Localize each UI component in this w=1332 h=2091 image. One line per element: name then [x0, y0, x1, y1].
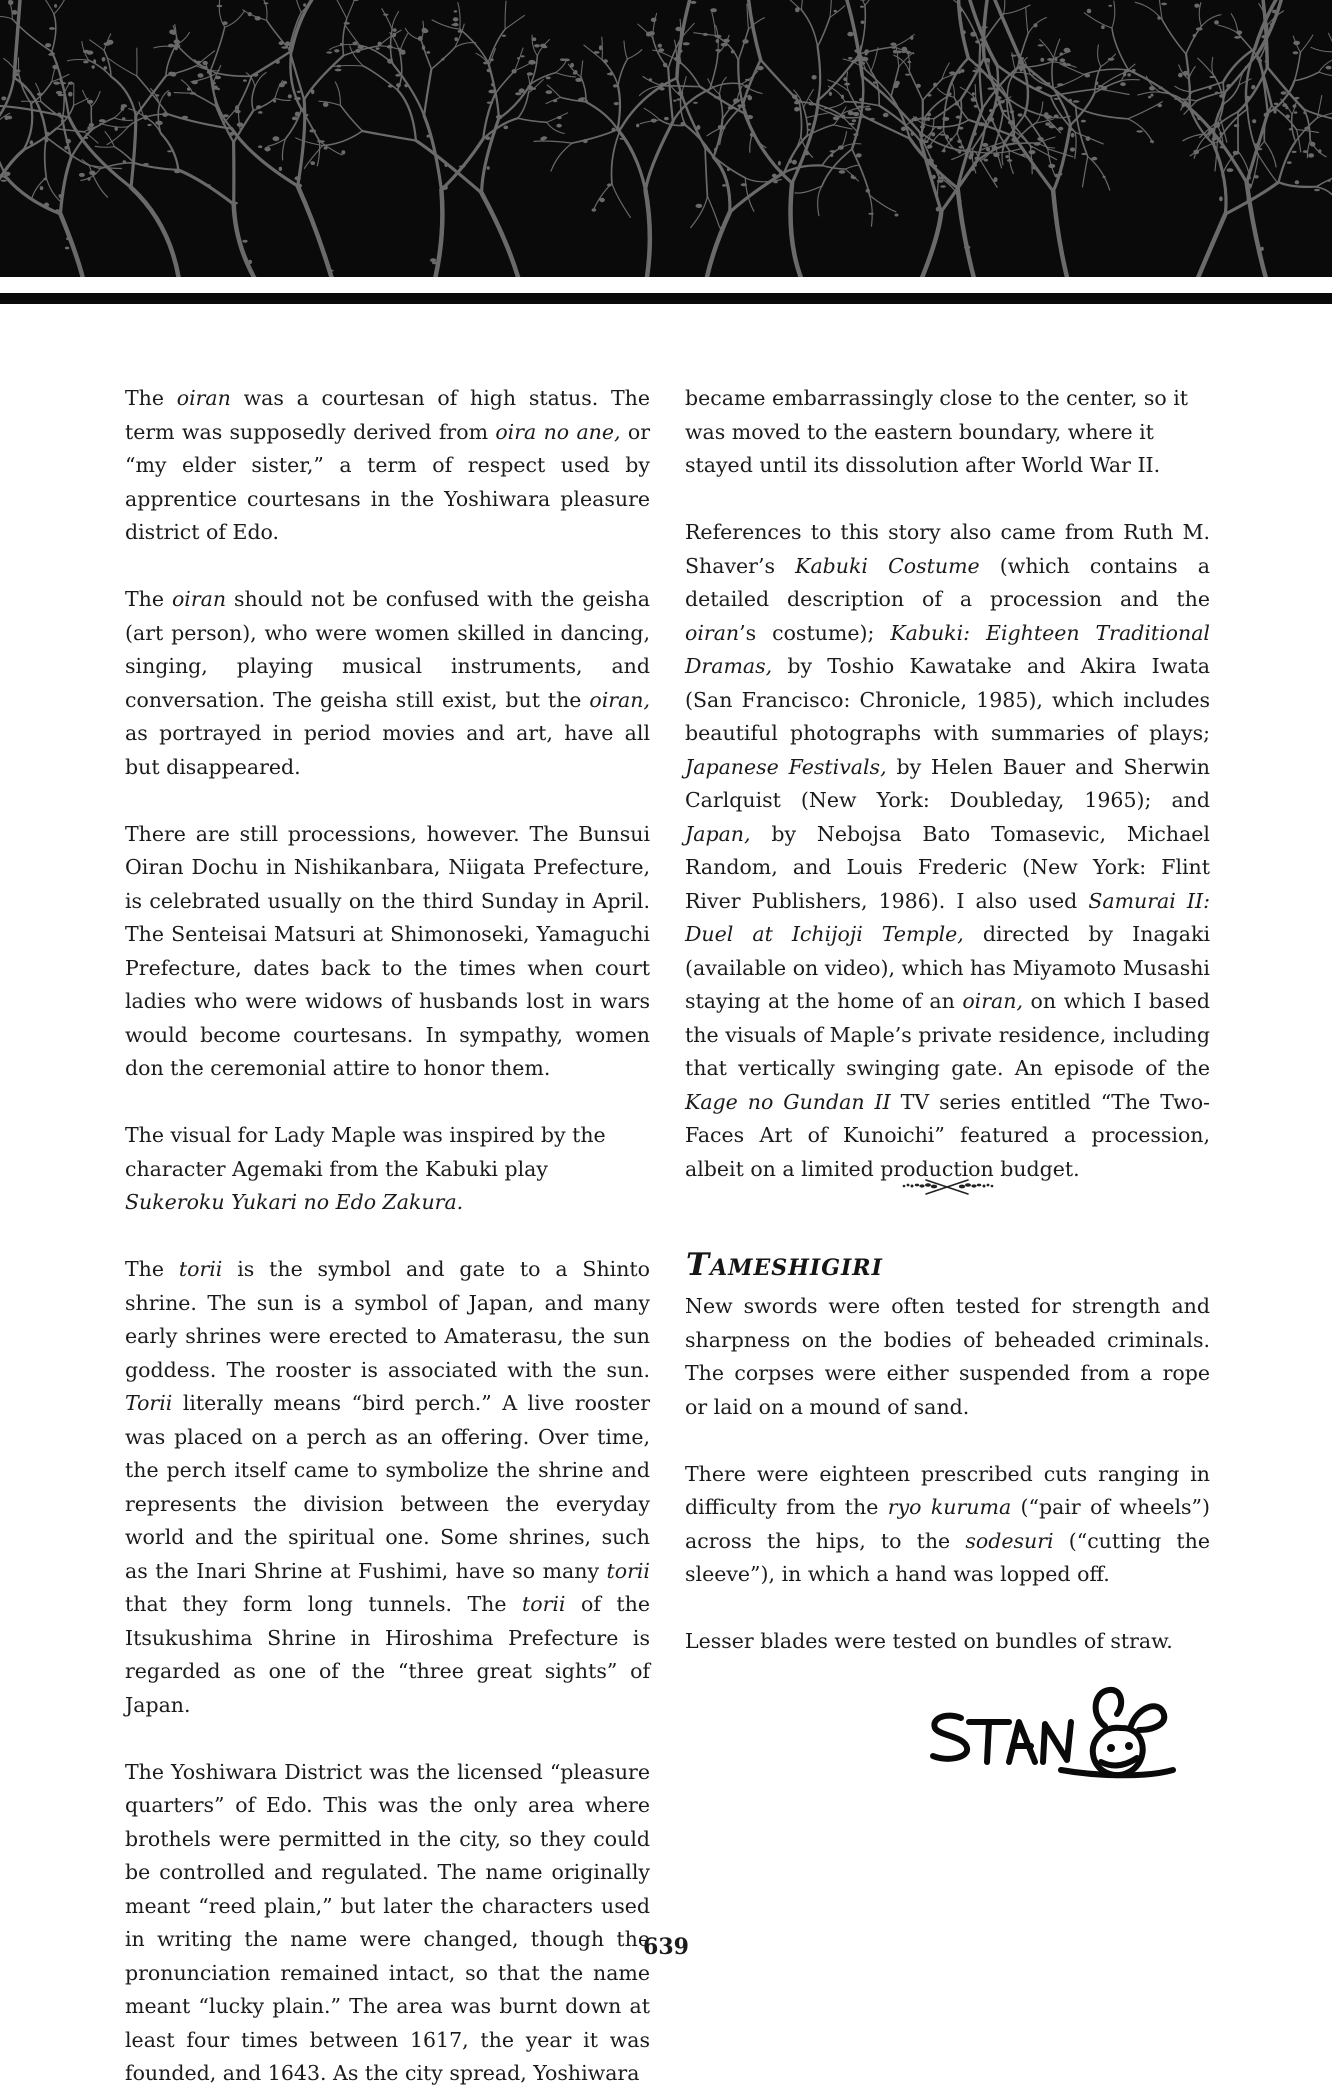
italic-term: Kage no Gundan II — [685, 1090, 891, 1114]
text-run: by Helen Bauer and Sherwin Carlquist (New York: Doubleday, 1965); and — [685, 755, 1210, 813]
paragraph-processions — [125, 818, 650, 1086]
text-run: References to this story also came from Ruth M. Shaver’s — [685, 520, 1210, 578]
text-run: TV series entitled “The Two-Faces Art of Kunoichi” featured a procession, albeit on a limited production budget. — [685, 1090, 1210, 1181]
paragraph-torii — [125, 1253, 650, 1722]
text-run: became embarrassingly close to the center, so it was moved to the eastern boundary, where it stayed until its dissolution after World War II. — [685, 386, 1188, 477]
paragraph-yoshiwara — [125, 1756, 650, 2091]
italic-term: ryo kuruma — [888, 1495, 1011, 1519]
paragraph-lady-maple — [125, 1119, 650, 1220]
text-run: (“pair of wheels”) across the hips, to the — [685, 1495, 1210, 1553]
header-rule-white — [0, 277, 1332, 285]
text-run: The Yoshiwara District was the licensed “pleasure quarters” of Edo. This was the only area where brothels were permitted in the city, so they could be controlled and regulated. The name originally meant “reed plain,” but later the characters used in writing the name were changed, though the pronunciation remained intact, so that the name meant “lucky plain.” The area was burnt down at least four times between 1617, the year it was founded, and 1643. As the city spread, Yoshiwara — [125, 1760, 650, 2086]
text-run: directed by Inagaki (available on video), which has Miyamoto Musashi staying at the home of an — [685, 922, 1210, 1013]
text-run: ’s costume); — [739, 621, 890, 645]
text-run: on which I based the visuals of Maple’s private residence, including that vertically swinging gate. An episode of the — [685, 989, 1210, 1080]
text-run: should not be confused with the geisha (art person), who were women skilled in dancing, singing, playing musical instruments, and conversation. The geisha still exist, but the — [125, 587, 650, 712]
text-run: Lesser blades were tested on bundles of straw. — [685, 1629, 1173, 1653]
right-column-tameshigiri — [685, 1290, 1210, 1659]
signature-text: STAN — [931, 1786, 934, 1789]
text-run: The — [125, 1257, 179, 1281]
text-run: by Nebojsa Bato Tomasevic, Michael Random, and Louis Frederic (New York: Flint River Publishers, 1986). I also used — [685, 822, 1210, 913]
italic-term: oiran — [685, 621, 739, 645]
italic-term: Kabuki: Eighteen Traditional Dramas, — [685, 621, 1210, 679]
italic-term: Japanese Festivals, — [685, 755, 887, 779]
paragraph-yoshiwara-cont — [685, 382, 1210, 483]
text-run: literally means “bird perch.” A live rooster was placed on a perch as an offering. Over time, the perch itself came to symbolize the shrine and represents the division between the everyday world and the spiritual one. Some shrines, such as the Inari Shrine at Fushimi, have so many — [125, 1391, 650, 1583]
text-run: or “my elder sister,” a term of respect used by apprentice courtesans in the Yoshiwara pleasure district of Edo. — [125, 420, 650, 545]
italic-term: oira no ane, — [495, 420, 620, 444]
crossed-branches-ornament-icon — [898, 1174, 998, 1198]
italic-term: oiran — [172, 587, 226, 611]
italic-term: Torii — [125, 1391, 172, 1415]
italic-term: Samurai II: Duel at Ichijoji Temple, — [685, 889, 1210, 947]
paragraph-oiran — [125, 382, 650, 550]
paragraph-swords-tested — [685, 1290, 1210, 1424]
italic-term: torii — [522, 1592, 566, 1616]
section-heading-tameshigiri: Tameshigiri — [686, 1245, 883, 1285]
text-run: (“cutting the sleeve”), in which a hand was lopped off. — [685, 1529, 1210, 1587]
text-run: New swords were often tested for strength and sharpness on the bodies of beheaded criminals. The corpses were either suspended from a rope or laid on a mound of sand. — [685, 1294, 1210, 1419]
text-run: The — [125, 587, 172, 611]
header-band — [0, 0, 1332, 277]
italic-term: Sukeroku Yukari no Edo Zakura. — [125, 1190, 463, 1214]
italic-term: oiran — [177, 386, 231, 410]
header-rule-black — [0, 293, 1332, 304]
text-run: of the Itsukushima Shrine in Hiroshima Prefecture is regarded as one of the “three great sights” of Japan. — [125, 1592, 650, 1717]
italic-term: Japan, — [685, 822, 751, 846]
paragraph-geisha — [125, 583, 650, 784]
text-run: was a courtesan of high status. The term was supposedly derived from — [125, 386, 650, 444]
text-run: The visual for Lady Maple was inspired by the character Agemaki from the Kabuki play — [125, 1123, 606, 1181]
paragraph-prescribed-cuts — [685, 1458, 1210, 1592]
text-run: There are still processions, however. The Bunsui Oiran Dochu in Nishikanbara, Niigata Prefecture, is celebrated usually on the third Sunday in April. The Senteisai Matsuri at Shimonoseki, Yamaguchi Prefecture, dates back to the times when court ladies who were widows of husbands lost in wars would become courtesans. In sympathy, women don the ceremonial attire to honor them. — [125, 822, 650, 1081]
italic-term: oiran, — [962, 989, 1023, 1013]
stan-sakai-signature-icon — [925, 1678, 1210, 1790]
text-run: The — [125, 386, 177, 410]
text-run: as portrayed in period movies and art, have all but disappeared. — [125, 721, 650, 779]
text-run: (which contains a detailed description of a procession and the — [685, 554, 1210, 612]
tree-branches-pattern-icon — [0, 0, 1332, 277]
page-number: 639 — [0, 1934, 1332, 1960]
left-column — [125, 382, 650, 2091]
italic-term: oiran, — [589, 688, 650, 712]
italic-term: torii — [607, 1559, 651, 1583]
text-run: There were eighteen prescribed cuts ranging in difficulty from the — [685, 1462, 1210, 1520]
italic-term: sodesuri — [965, 1529, 1053, 1553]
italic-term: torii — [179, 1257, 223, 1281]
paragraph-lesser-blades — [685, 1625, 1210, 1659]
text-run: is the symbol and gate to a Shinto shrine. The sun is a symbol of Japan, and many early shrines were erected to Amaterasu, the sun goddess. The rooster is associated with the sun. — [125, 1257, 650, 1382]
text-run: that they form long tunnels. The — [125, 1592, 522, 1616]
paragraph-references — [685, 516, 1210, 1186]
text-run: by Toshio Kawatake and Akira Iwata (San Francisco: Chronicle, 1985), which includes beautiful photographs with summaries of plays; — [685, 654, 1210, 745]
right-column — [685, 382, 1210, 1186]
italic-term: Kabuki Costume — [795, 554, 980, 578]
